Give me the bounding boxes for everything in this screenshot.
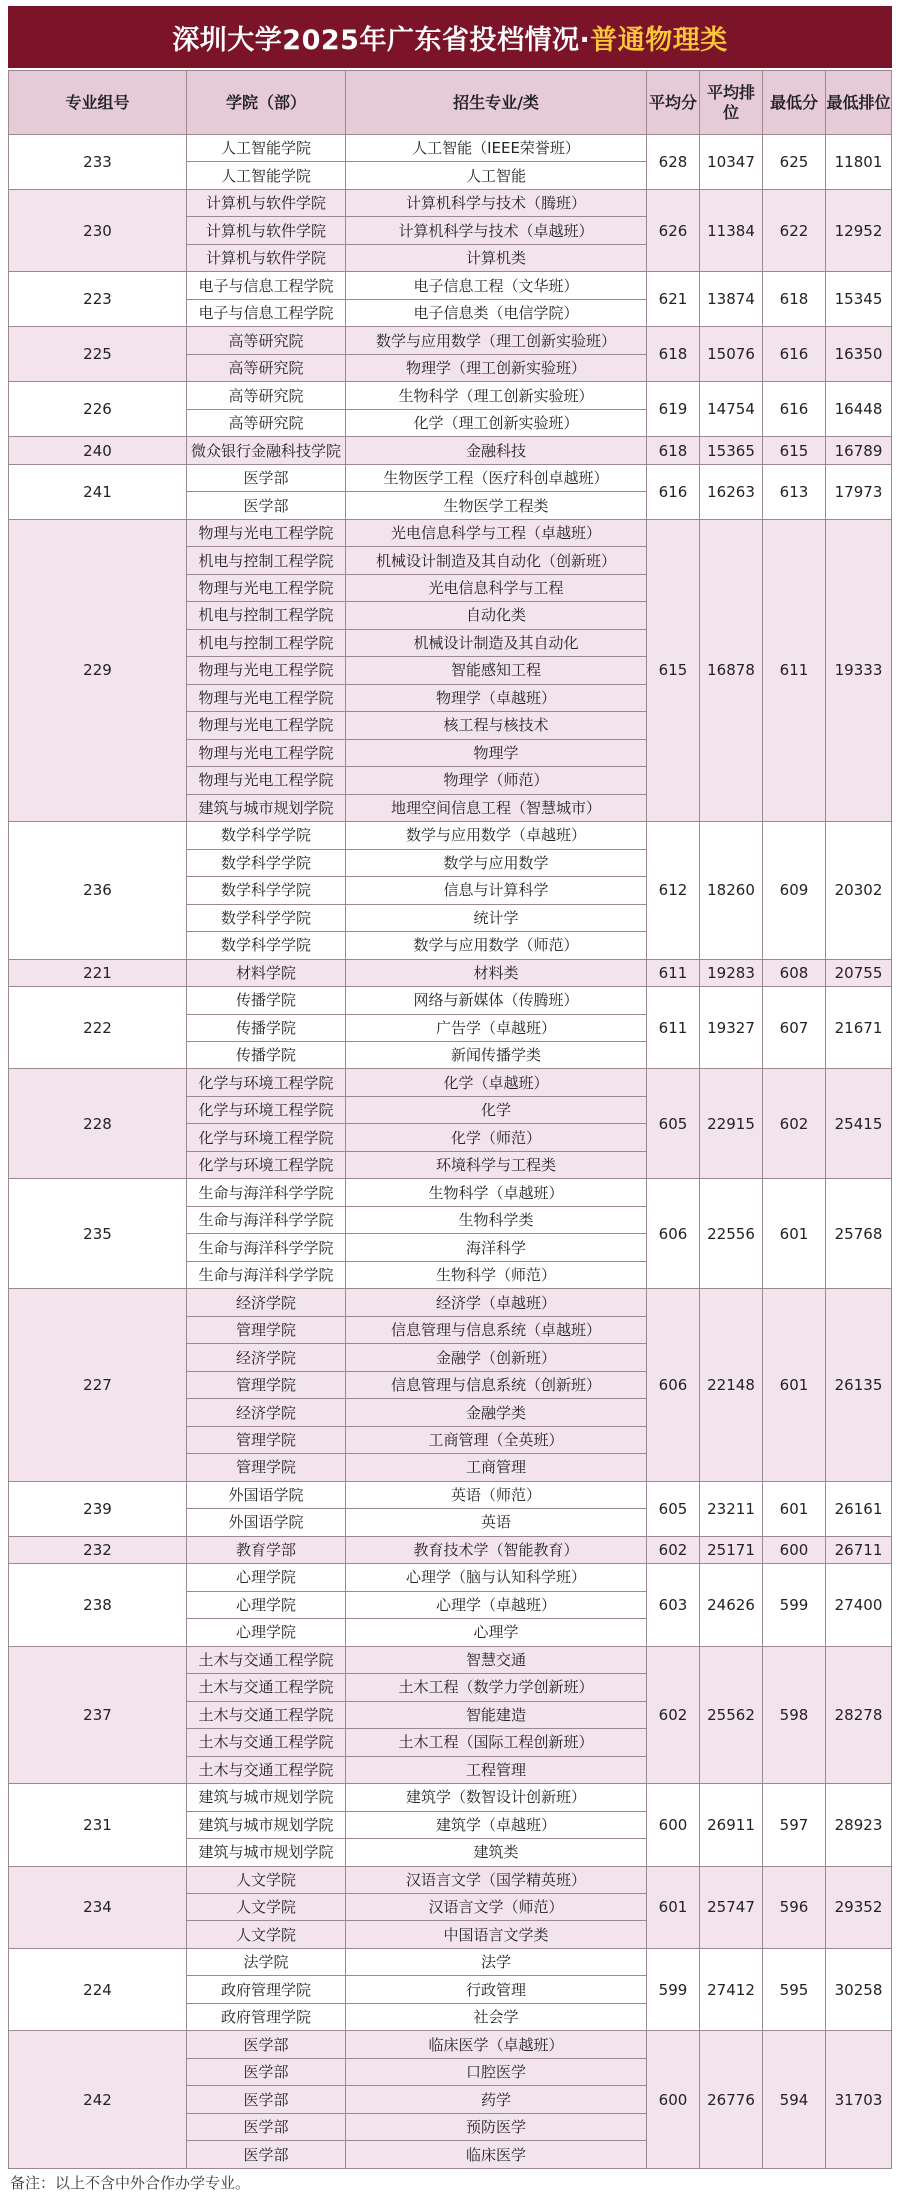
- major-cell: 物理学（师范）: [346, 767, 647, 794]
- college-cell: 生命与海洋科学学院: [187, 1261, 346, 1288]
- min-rank-cell: 11801: [826, 135, 892, 190]
- college-cell: 计算机与软件学院: [187, 189, 346, 216]
- college-cell: 机电与控制工程学院: [187, 547, 346, 574]
- avg-score-cell: 601: [647, 1866, 700, 1948]
- major-cell: 数学与应用数学（理工创新实验班）: [346, 327, 647, 354]
- table-row: [9, 1564, 892, 1591]
- avg-score-cell: 602: [647, 1646, 700, 1783]
- avg-score-cell: 605: [647, 1481, 700, 1536]
- major-cell: 英语（师范）: [346, 1481, 647, 1508]
- min-rank-cell: 26711: [826, 1536, 892, 1563]
- group-id-cell: 226: [9, 382, 187, 437]
- table-row: [9, 327, 892, 354]
- min-score-cell: 598: [763, 1646, 826, 1783]
- group-id-cell: 233: [9, 135, 187, 190]
- group-id-cell: 240: [9, 437, 187, 464]
- min-score-cell: 625: [763, 135, 826, 190]
- group-id-cell: 235: [9, 1179, 187, 1289]
- major-cell: 智慧交通: [346, 1646, 647, 1673]
- page-title: [8, 6, 892, 68]
- min-rank-cell: 29352: [826, 1866, 892, 1948]
- table-row: [9, 437, 892, 464]
- avg-rank-cell: 23211: [700, 1481, 763, 1536]
- major-cell: 化学（师范）: [346, 1124, 647, 1151]
- avg-rank-cell: 16263: [700, 464, 763, 519]
- major-cell: 统计学: [346, 904, 647, 931]
- min-rank-cell: 20755: [826, 959, 892, 986]
- major-cell: 建筑类: [346, 1839, 647, 1866]
- min-score-cell: 615: [763, 437, 826, 464]
- min-rank-cell: 25768: [826, 1179, 892, 1289]
- group-id-cell: 225: [9, 327, 187, 382]
- major-cell: 生物科学类: [346, 1206, 647, 1233]
- college-cell: 管理学院: [187, 1371, 346, 1398]
- college-cell: 心理学院: [187, 1619, 346, 1646]
- college-cell: 微众银行金融科技学院: [187, 437, 346, 464]
- table-row: [9, 1866, 892, 1893]
- group-id-cell: 229: [9, 519, 187, 821]
- min-score-cell: 608: [763, 959, 826, 986]
- avg-rank-cell: 22915: [700, 1069, 763, 1179]
- college-cell: 生命与海洋科学学院: [187, 1179, 346, 1206]
- college-cell: 数学科学学院: [187, 877, 346, 904]
- major-cell: 环境科学与工程类: [346, 1151, 647, 1178]
- college-cell: 土木与交通工程学院: [187, 1729, 346, 1756]
- major-cell: 工商管理: [346, 1454, 647, 1481]
- table-row: [9, 822, 892, 849]
- major-cell: 智能感知工程: [346, 657, 647, 684]
- college-cell: 政府管理学院: [187, 2003, 346, 2030]
- college-cell: 数学科学学院: [187, 932, 346, 959]
- major-cell: 行政管理: [346, 1976, 647, 2003]
- avg-score-cell: 605: [647, 1069, 700, 1179]
- major-cell: 教育技术学（智能教育）: [346, 1536, 647, 1563]
- major-cell: 光电信息科学与工程: [346, 574, 647, 601]
- group-id-cell: 221: [9, 959, 187, 986]
- min-score-cell: 594: [763, 2031, 826, 2168]
- avg-rank-cell: 25747: [700, 1866, 763, 1948]
- college-cell: 计算机与软件学院: [187, 244, 346, 271]
- major-cell: 数学与应用数学（师范）: [346, 932, 647, 959]
- college-cell: 物理与光电工程学院: [187, 657, 346, 684]
- min-rank-cell: 28923: [826, 1784, 892, 1866]
- group-id-cell: 242: [9, 2031, 187, 2168]
- college-cell: 医学部: [187, 2058, 346, 2085]
- min-score-cell: 601: [763, 1289, 826, 1481]
- group-id-cell: 234: [9, 1866, 187, 1948]
- min-score-cell: 616: [763, 382, 826, 437]
- avg-score-cell: 626: [647, 189, 700, 271]
- major-cell: 汉语言文学（国学精英班）: [346, 1866, 647, 1893]
- college-cell: 化学与环境工程学院: [187, 1096, 346, 1123]
- college-cell: 物理与光电工程学院: [187, 684, 346, 711]
- min-rank-cell: 26161: [826, 1481, 892, 1536]
- major-cell: 中国语言文学类: [346, 1921, 647, 1948]
- avg-score-cell: 628: [647, 135, 700, 190]
- group-id-cell: 239: [9, 1481, 187, 1536]
- college-cell: 人文学院: [187, 1921, 346, 1948]
- college-cell: 医学部: [187, 492, 346, 519]
- college-cell: 政府管理学院: [187, 1976, 346, 2003]
- major-cell: 土木工程（国际工程创新班）: [346, 1729, 647, 1756]
- major-cell: 化学（理工创新实验班）: [346, 409, 647, 436]
- avg-score-cell: 599: [647, 1948, 700, 2030]
- major-cell: 英语: [346, 1509, 647, 1536]
- major-cell: 生物医学工程（医疗科创卓越班）: [346, 464, 647, 491]
- table-row: [9, 959, 892, 986]
- major-cell: 新闻传播学类: [346, 1041, 647, 1068]
- college-cell: 医学部: [187, 2031, 346, 2058]
- table-body: [9, 135, 892, 2169]
- major-cell: 地理空间信息工程（智慧城市）: [346, 794, 647, 821]
- header-row: [9, 71, 892, 135]
- avg-rank-cell: 15076: [700, 327, 763, 382]
- major-cell: 建筑学（卓越班）: [346, 1811, 647, 1838]
- major-cell: 汉语言文学（师范）: [346, 1894, 647, 1921]
- avg-rank-cell: 25562: [700, 1646, 763, 1783]
- avg-rank-cell: 15365: [700, 437, 763, 464]
- major-cell: 物理学: [346, 739, 647, 766]
- title-main: 深圳大学2025年广东省投档情况·: [172, 24, 591, 56]
- min-score-cell: 599: [763, 1564, 826, 1646]
- college-cell: 医学部: [187, 2113, 346, 2140]
- table-row: [9, 519, 892, 546]
- title-highlight: 普通物理类: [590, 24, 728, 56]
- major-cell: 计算机类: [346, 244, 647, 271]
- major-cell: 化学（卓越班）: [346, 1069, 647, 1096]
- avg-rank-cell: 16878: [700, 519, 763, 821]
- college-cell: 传播学院: [187, 1014, 346, 1041]
- major-cell: 数学与应用数学（卓越班）: [346, 822, 647, 849]
- min-rank-cell: 27400: [826, 1564, 892, 1646]
- avg-score-cell: 600: [647, 1784, 700, 1866]
- header-min-rank: 最低排位: [826, 71, 892, 135]
- group-id-cell: 237: [9, 1646, 187, 1783]
- college-cell: 经济学院: [187, 1344, 346, 1371]
- min-score-cell: 622: [763, 189, 826, 271]
- min-score-cell: 597: [763, 1784, 826, 1866]
- avg-rank-cell: 19283: [700, 959, 763, 986]
- college-cell: 生命与海洋科学学院: [187, 1206, 346, 1233]
- avg-score-cell: 616: [647, 464, 700, 519]
- avg-score-cell: 615: [647, 519, 700, 821]
- major-cell: 生物科学（师范）: [346, 1261, 647, 1288]
- major-cell: 心理学: [346, 1619, 647, 1646]
- avg-rank-cell: 24626: [700, 1564, 763, 1646]
- avg-score-cell: 600: [647, 2031, 700, 2168]
- header-min: 最低分: [763, 71, 826, 135]
- major-cell: 机械设计制造及其自动化: [346, 629, 647, 656]
- avg-score-cell: 618: [647, 437, 700, 464]
- table-row: [9, 1179, 892, 1206]
- college-cell: 心理学院: [187, 1564, 346, 1591]
- avg-rank-cell: 22148: [700, 1289, 763, 1481]
- table-row: [9, 189, 892, 216]
- major-cell: 智能建造: [346, 1701, 647, 1728]
- major-cell: 建筑学（数智设计创新班）: [346, 1784, 647, 1811]
- major-cell: 材料类: [346, 959, 647, 986]
- college-cell: 经济学院: [187, 1399, 346, 1426]
- college-cell: 高等研究院: [187, 382, 346, 409]
- college-cell: 高等研究院: [187, 354, 346, 381]
- college-cell: 传播学院: [187, 987, 346, 1014]
- college-cell: 人文学院: [187, 1894, 346, 1921]
- major-cell: 物理学（卓越班）: [346, 684, 647, 711]
- table-row: [9, 987, 892, 1014]
- major-cell: 信息管理与信息系统（卓越班）: [346, 1316, 647, 1343]
- min-rank-cell: 26135: [826, 1289, 892, 1481]
- college-cell: 高等研究院: [187, 327, 346, 354]
- header-group: 专业组号: [9, 71, 187, 135]
- college-cell: 医学部: [187, 2086, 346, 2113]
- major-cell: 工商管理（全英班）: [346, 1426, 647, 1453]
- avg-rank-cell: 27412: [700, 1948, 763, 2030]
- avg-score-cell: 618: [647, 327, 700, 382]
- min-rank-cell: 30258: [826, 1948, 892, 2030]
- major-cell: 生物科学（理工创新实验班）: [346, 382, 647, 409]
- min-score-cell: 602: [763, 1069, 826, 1179]
- major-cell: 电子信息类（电信学院）: [346, 299, 647, 326]
- avg-score-cell: 612: [647, 822, 700, 959]
- group-id-cell: 232: [9, 1536, 187, 1563]
- major-cell: 核工程与核技术: [346, 712, 647, 739]
- major-cell: 生物科学（卓越班）: [346, 1179, 647, 1206]
- college-cell: 电子与信息工程学院: [187, 272, 346, 299]
- major-cell: 社会学: [346, 2003, 647, 2030]
- major-cell: 临床医学: [346, 2141, 647, 2168]
- major-cell: 人工智能: [346, 162, 647, 189]
- major-cell: 光电信息科学与工程（卓越班）: [346, 519, 647, 546]
- college-cell: 物理与光电工程学院: [187, 519, 346, 546]
- major-cell: 信息管理与信息系统（创新班）: [346, 1371, 647, 1398]
- major-cell: 药学: [346, 2086, 647, 2113]
- table-row: [9, 272, 892, 299]
- college-cell: 材料学院: [187, 959, 346, 986]
- avg-rank-cell: 11384: [700, 189, 763, 271]
- min-rank-cell: 19333: [826, 519, 892, 821]
- table-row: [9, 1646, 892, 1673]
- major-cell: 金融科技: [346, 437, 647, 464]
- min-rank-cell: 20302: [826, 822, 892, 959]
- min-rank-cell: 25415: [826, 1069, 892, 1179]
- avg-rank-cell: 26776: [700, 2031, 763, 2168]
- college-cell: 数学科学学院: [187, 822, 346, 849]
- min-score-cell: 607: [763, 987, 826, 1069]
- college-cell: 建筑与城市规划学院: [187, 1811, 346, 1838]
- min-rank-cell: 15345: [826, 272, 892, 327]
- min-score-cell: 611: [763, 519, 826, 821]
- major-cell: 心理学（卓越班）: [346, 1591, 647, 1618]
- college-cell: 机电与控制工程学院: [187, 629, 346, 656]
- min-score-cell: 618: [763, 272, 826, 327]
- footnote: 备注：以上不含中外合作办学专业。: [10, 2174, 251, 2192]
- header-avg: 平均分: [647, 71, 700, 135]
- avg-rank-cell: 26911: [700, 1784, 763, 1866]
- group-id-cell: 241: [9, 464, 187, 519]
- major-cell: 信息与计算科学: [346, 877, 647, 904]
- college-cell: 土木与交通工程学院: [187, 1646, 346, 1673]
- avg-score-cell: 606: [647, 1289, 700, 1481]
- major-cell: 金融学（创新班）: [346, 1344, 647, 1371]
- college-cell: 外国语学院: [187, 1481, 346, 1508]
- college-cell: 经济学院: [187, 1289, 346, 1316]
- header-avg-rank: 平均排位: [700, 71, 763, 135]
- college-cell: 化学与环境工程学院: [187, 1069, 346, 1096]
- major-cell: 生物医学工程类: [346, 492, 647, 519]
- major-cell: 土木工程（数学力学创新班）: [346, 1674, 647, 1701]
- avg-score-cell: 611: [647, 987, 700, 1069]
- major-cell: 口腔医学: [346, 2058, 647, 2085]
- college-cell: 外国语学院: [187, 1509, 346, 1536]
- major-cell: 物理学（理工创新实验班）: [346, 354, 647, 381]
- college-cell: 教育学部: [187, 1536, 346, 1563]
- college-cell: 物理与光电工程学院: [187, 739, 346, 766]
- major-cell: 金融学类: [346, 1399, 647, 1426]
- group-id-cell: 238: [9, 1564, 187, 1646]
- min-score-cell: 600: [763, 1536, 826, 1563]
- college-cell: 电子与信息工程学院: [187, 299, 346, 326]
- avg-score-cell: 606: [647, 1179, 700, 1289]
- major-cell: 广告学（卓越班）: [346, 1014, 647, 1041]
- table-row: [9, 382, 892, 409]
- min-rank-cell: 31703: [826, 2031, 892, 2168]
- min-rank-cell: 16789: [826, 437, 892, 464]
- college-cell: 土木与交通工程学院: [187, 1756, 346, 1783]
- college-cell: 化学与环境工程学院: [187, 1151, 346, 1178]
- group-id-cell: 228: [9, 1069, 187, 1179]
- college-cell: 计算机与软件学院: [187, 217, 346, 244]
- major-cell: 预防医学: [346, 2113, 647, 2140]
- group-id-cell: 231: [9, 1784, 187, 1866]
- college-cell: 物理与光电工程学院: [187, 767, 346, 794]
- college-cell: 人工智能学院: [187, 135, 346, 162]
- avg-score-cell: 621: [647, 272, 700, 327]
- college-cell: 管理学院: [187, 1426, 346, 1453]
- college-cell: 心理学院: [187, 1591, 346, 1618]
- college-cell: 医学部: [187, 464, 346, 491]
- header-major: 招生专业/类: [346, 71, 647, 135]
- avg-rank-cell: 13874: [700, 272, 763, 327]
- table-row: [9, 1784, 892, 1811]
- college-cell: 数学科学学院: [187, 904, 346, 931]
- table-row: [9, 1481, 892, 1508]
- table-row: [9, 135, 892, 162]
- min-rank-cell: 21671: [826, 987, 892, 1069]
- min-rank-cell: 17973: [826, 464, 892, 519]
- min-rank-cell: 16448: [826, 382, 892, 437]
- major-cell: 工程管理: [346, 1756, 647, 1783]
- min-score-cell: 596: [763, 1866, 826, 1948]
- group-id-cell: 224: [9, 1948, 187, 2030]
- college-cell: 数学科学学院: [187, 849, 346, 876]
- major-cell: 自动化类: [346, 602, 647, 629]
- college-cell: 法学院: [187, 1948, 346, 1975]
- major-cell: 海洋科学: [346, 1234, 647, 1261]
- avg-rank-cell: 19327: [700, 987, 763, 1069]
- table-row: [9, 2031, 892, 2058]
- major-cell: 法学: [346, 1948, 647, 1975]
- college-cell: 人文学院: [187, 1866, 346, 1893]
- table-row: [9, 1289, 892, 1316]
- major-cell: 计算机科学与技术（卓越班）: [346, 217, 647, 244]
- major-cell: 网络与新媒体（传腾班）: [346, 987, 647, 1014]
- group-id-cell: 236: [9, 822, 187, 959]
- group-id-cell: 227: [9, 1289, 187, 1481]
- admission-table: [8, 70, 892, 2169]
- college-cell: 医学部: [187, 2141, 346, 2168]
- college-cell: 化学与环境工程学院: [187, 1124, 346, 1151]
- table-row: [9, 1536, 892, 1563]
- header-college: 学院（部）: [187, 71, 346, 135]
- major-cell: 机械设计制造及其自动化（创新班）: [346, 547, 647, 574]
- table-row: [9, 464, 892, 491]
- college-cell: 土木与交通工程学院: [187, 1674, 346, 1701]
- min-rank-cell: 12952: [826, 189, 892, 271]
- avg-score-cell: 603: [647, 1564, 700, 1646]
- avg-score-cell: 619: [647, 382, 700, 437]
- college-cell: 物理与光电工程学院: [187, 574, 346, 601]
- college-cell: 建筑与城市规划学院: [187, 794, 346, 821]
- avg-rank-cell: 10347: [700, 135, 763, 190]
- college-cell: 生命与海洋科学学院: [187, 1234, 346, 1261]
- avg-score-cell: 611: [647, 959, 700, 986]
- min-score-cell: 609: [763, 822, 826, 959]
- avg-rank-cell: 25171: [700, 1536, 763, 1563]
- college-cell: 传播学院: [187, 1041, 346, 1068]
- group-id-cell: 223: [9, 272, 187, 327]
- min-score-cell: 595: [763, 1948, 826, 2030]
- college-cell: 物理与光电工程学院: [187, 712, 346, 739]
- college-cell: 管理学院: [187, 1454, 346, 1481]
- major-cell: 经济学（卓越班）: [346, 1289, 647, 1316]
- min-score-cell: 616: [763, 327, 826, 382]
- avg-rank-cell: 14754: [700, 382, 763, 437]
- college-cell: 建筑与城市规划学院: [187, 1839, 346, 1866]
- major-cell: 数学与应用数学: [346, 849, 647, 876]
- major-cell: 人工智能（IEEE荣誉班）: [346, 135, 647, 162]
- group-id-cell: 222: [9, 987, 187, 1069]
- min-score-cell: 601: [763, 1179, 826, 1289]
- major-cell: 临床医学（卓越班）: [346, 2031, 647, 2058]
- college-cell: 管理学院: [187, 1316, 346, 1343]
- college-cell: 建筑与城市规划学院: [187, 1784, 346, 1811]
- major-cell: 电子信息工程（文华班）: [346, 272, 647, 299]
- group-id-cell: 230: [9, 189, 187, 271]
- min-score-cell: 601: [763, 1481, 826, 1536]
- college-cell: 机电与控制工程学院: [187, 602, 346, 629]
- college-cell: 人工智能学院: [187, 162, 346, 189]
- avg-rank-cell: 18260: [700, 822, 763, 959]
- avg-rank-cell: 22556: [700, 1179, 763, 1289]
- college-cell: 高等研究院: [187, 409, 346, 436]
- avg-score-cell: 602: [647, 1536, 700, 1563]
- college-cell: 土木与交通工程学院: [187, 1701, 346, 1728]
- min-rank-cell: 16350: [826, 327, 892, 382]
- table-row: [9, 1948, 892, 1975]
- major-cell: 计算机科学与技术（腾班）: [346, 189, 647, 216]
- major-cell: 化学: [346, 1096, 647, 1123]
- min-rank-cell: 28278: [826, 1646, 892, 1783]
- table-row: [9, 1069, 892, 1096]
- min-score-cell: 613: [763, 464, 826, 519]
- major-cell: 心理学（脑与认知科学班）: [346, 1564, 647, 1591]
